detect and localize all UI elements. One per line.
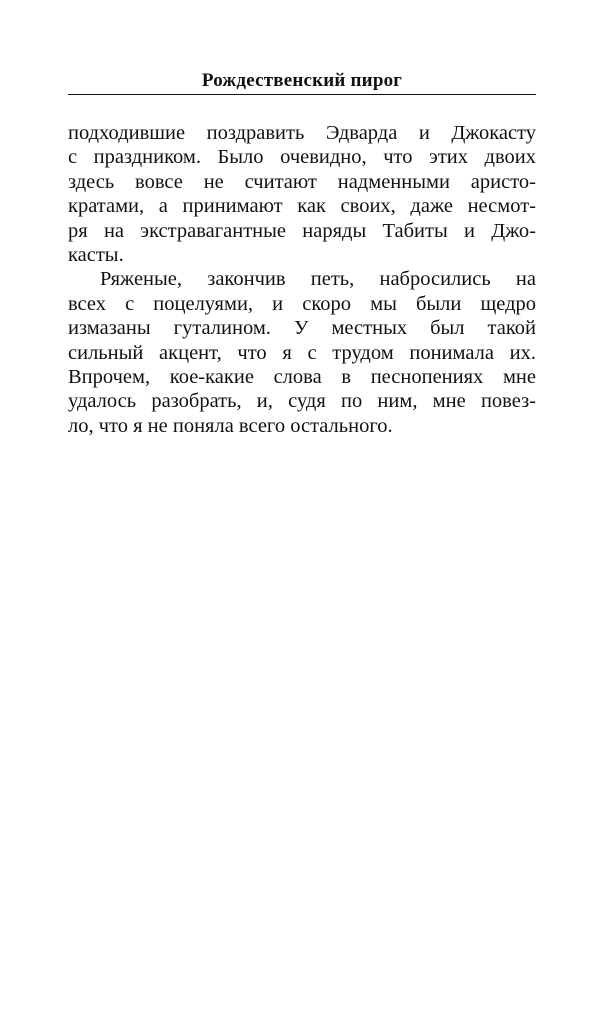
text-line: сильный акцент, что я с трудом понимала их. (68, 341, 536, 364)
text-line: Впрочем, кое-какие слова в песнопениях мне (68, 365, 536, 388)
text-line: Ряженые, закончив петь, набросились на (100, 268, 536, 291)
text-line: касты. (68, 243, 124, 266)
text-line: ло, что я не поняла всего остального. (68, 414, 393, 437)
text-line: подходившие поздравить Эдварда и Джокасту (68, 122, 536, 144)
text-line: здесь вовсе не считают надменными аристо- (68, 170, 536, 193)
text-line: с праздником. Было очевидно, что этих двоих (68, 146, 536, 169)
text-line: ря на экстравагантные наряды Табиты и Джо- (68, 219, 536, 242)
text-line: удалось разобрать, и, судя по ним, мне повез- (68, 390, 536, 413)
text-line: измазаны гуталином. У местных был такой (68, 317, 536, 340)
running-head: Рождественский пирог (201, 70, 403, 91)
text-line: кратами, а принимают как своих, даже несмот- (68, 195, 536, 218)
text-line: всех с поцелуями, и скоро мы были щедро (68, 292, 536, 315)
body-text (68, 121, 536, 438)
header-rule (68, 94, 536, 95)
